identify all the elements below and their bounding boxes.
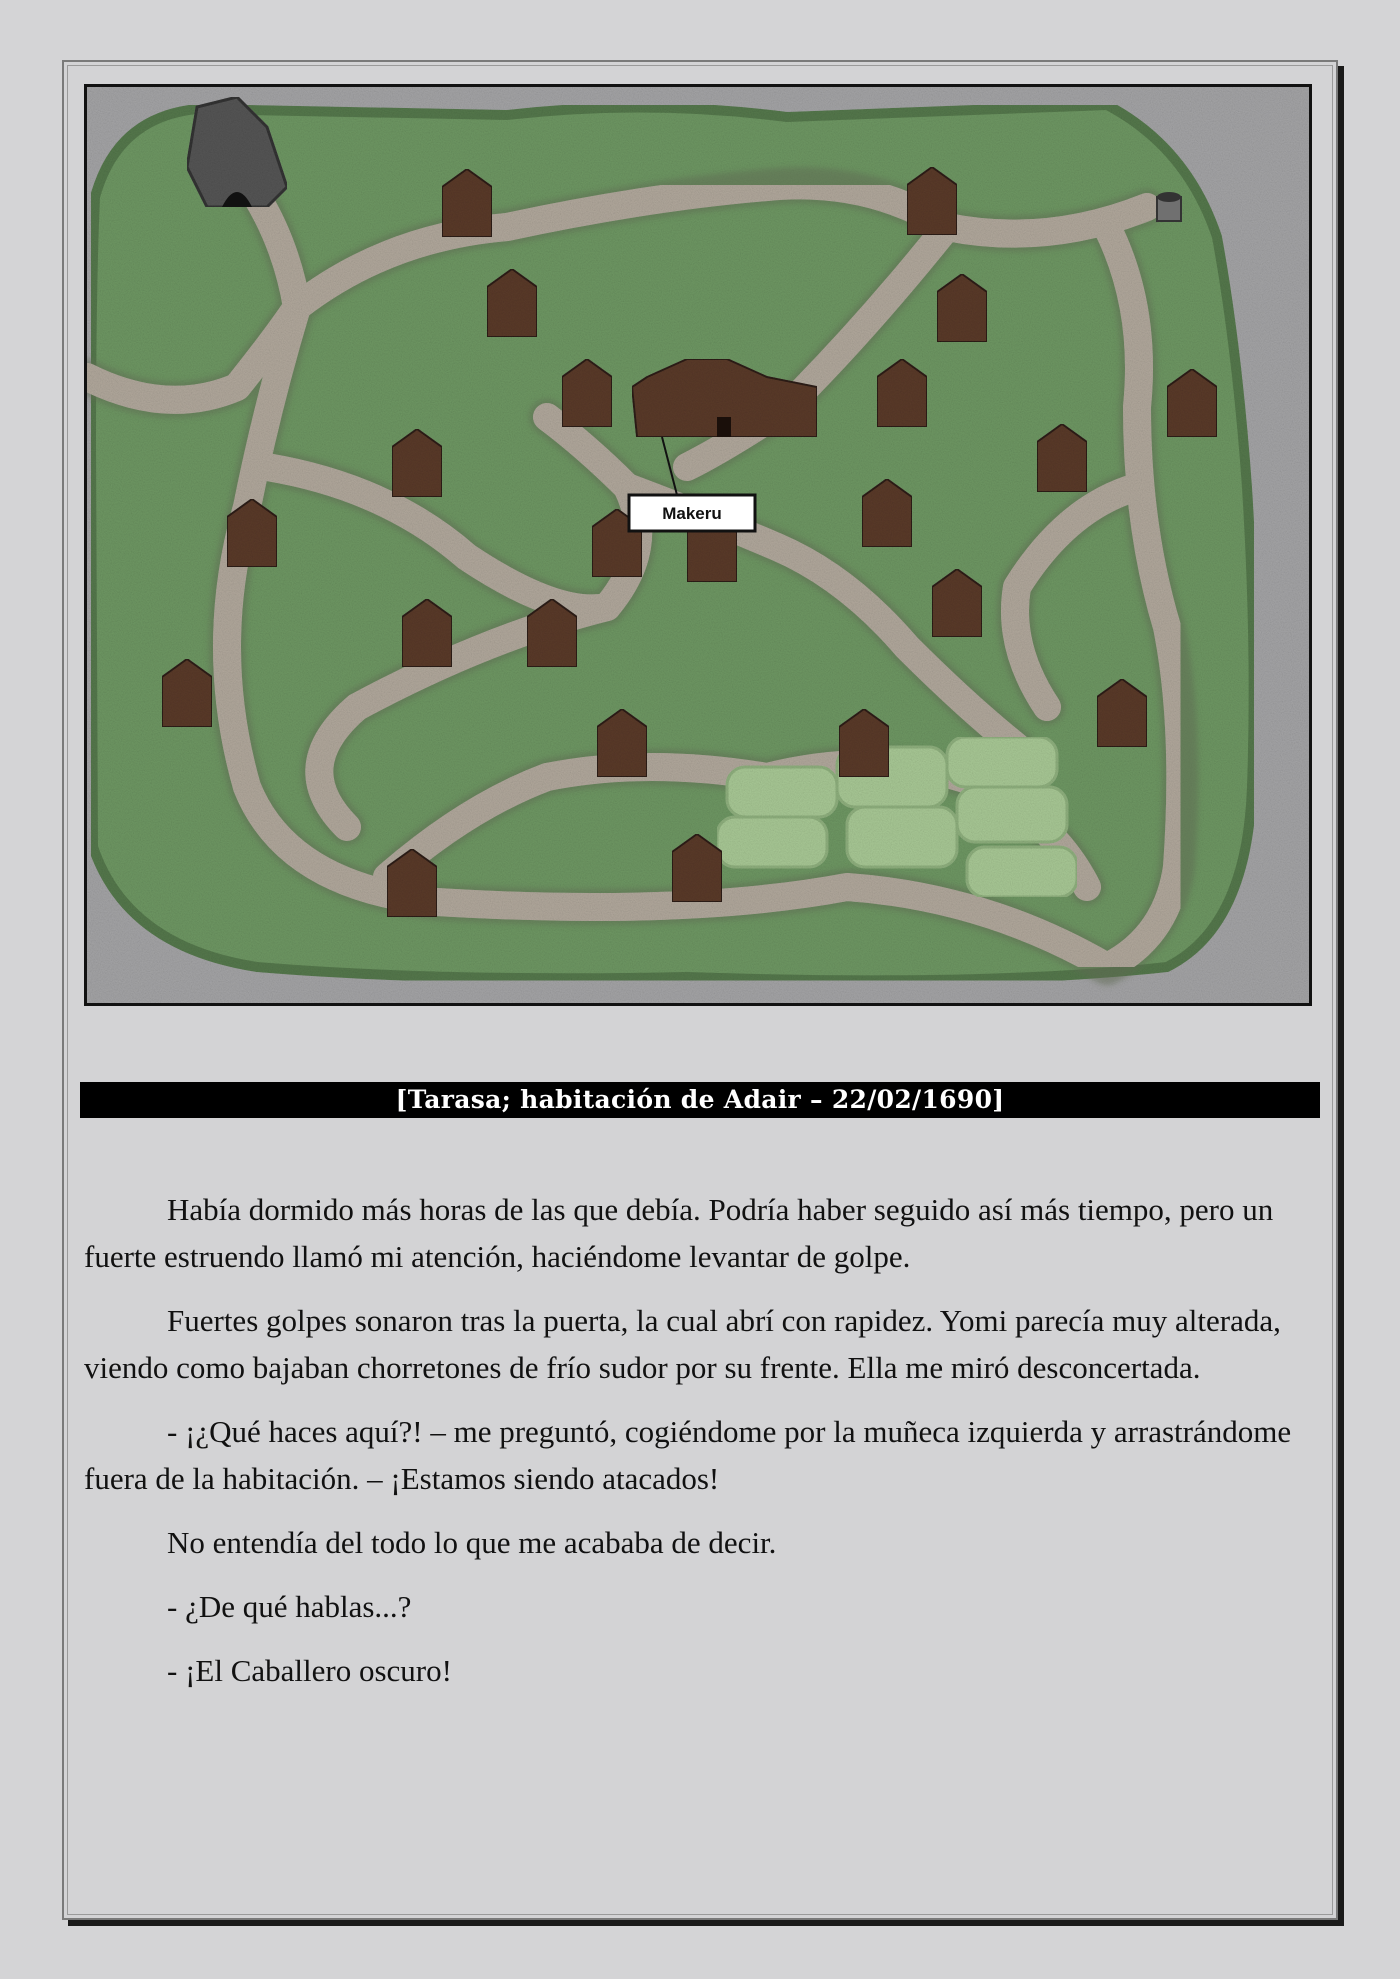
paragraph: - ¿De qué hablas...? — [167, 1589, 412, 1624]
paragraph: Fuertes golpes sonaron tras la puerta, la cual abrí con rapidez. Yomi parecía muy alterada, viendo como bajaban chorretones de frío sudor por su frente. Ella me miró desconcertada. — [84, 1303, 1281, 1385]
paragraph: No entendía del todo lo que me acababa de decir. — [167, 1525, 777, 1560]
section-header-text: [Tarasa; habitación de Adair – 22/02/1690] — [395, 1085, 1005, 1114]
paragraph: Había dormido más horas de las que debía. Podría haber seguido así más tiempo, pero un fuerte estruendo llamó mi atención, haciéndome levantar de golpe. — [84, 1192, 1274, 1274]
paragraph: - ¡¿Qué haces aquí?! – me preguntó, cogiéndome por la muñeca izquierda y arrastrándome fuera de la habitación. – ¡Estamos siendo atacados! — [84, 1414, 1292, 1496]
makeru-label — [629, 495, 755, 531]
well-icon — [1157, 192, 1181, 221]
makeru-label-text: Makeru — [662, 504, 722, 523]
story-text — [84, 1186, 1304, 1711]
village-map — [84, 84, 1312, 1006]
section-header — [80, 1082, 1320, 1118]
paragraph: - ¡El Caballero oscuro! — [167, 1653, 452, 1688]
village-map-image — [87, 87, 1309, 1003]
